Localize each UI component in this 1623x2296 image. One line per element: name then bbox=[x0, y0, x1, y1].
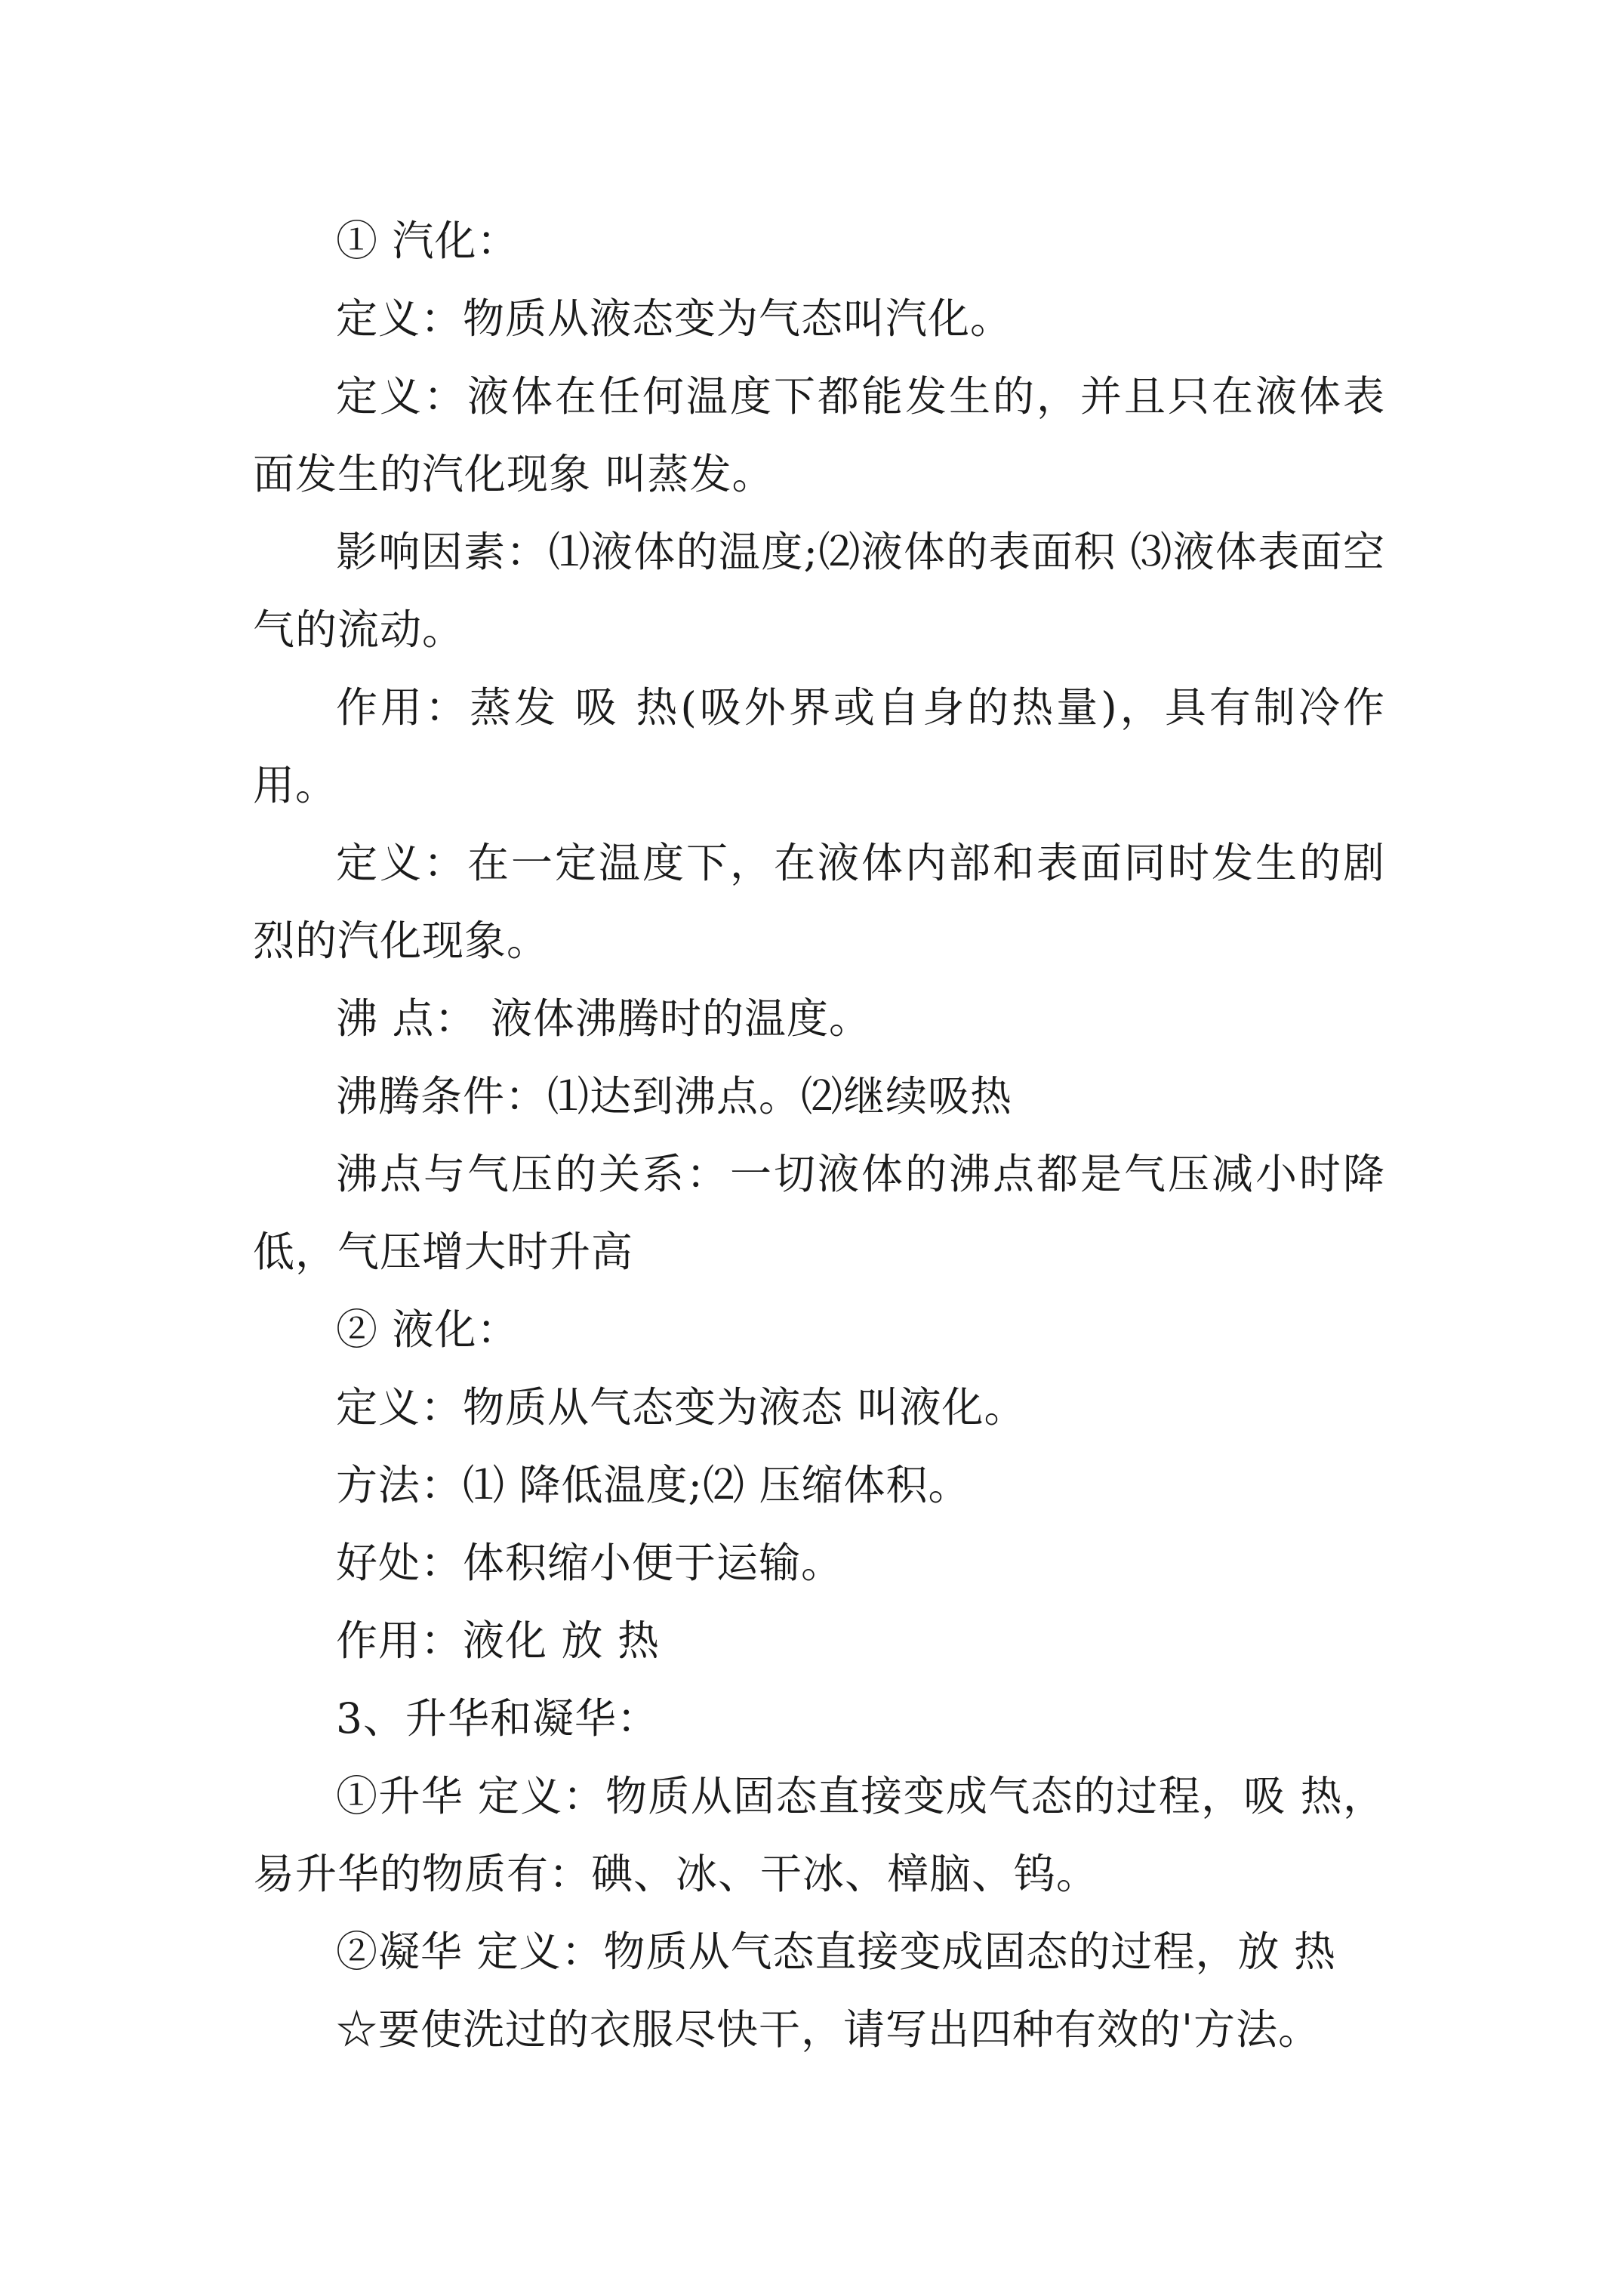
paragraph-evaporation-effect: 作用：蒸发 吸 热(吸外界或自身的热量)，具有制冷作用。 bbox=[253, 683, 1385, 809]
paragraph-liquefaction-effect: 作用：液化 放 热 bbox=[336, 1616, 660, 1665]
paragraph-sublimation: ①升华 定义：物质从固态直接变成气态的过程，吸 热，易升华的物质有：碘、冰、干冰、樟脑、钨。 bbox=[253, 1772, 1385, 1898]
paragraph-vaporization-definition: 定义：物质从液态变为气态叫汽化。 bbox=[336, 294, 1013, 343]
document-body bbox=[253, 202, 1385, 2069]
paragraph-boiling-point: 沸 点： 液体沸腾时的温度。 bbox=[336, 994, 871, 1043]
paragraph-question: ☆要使洗过的衣服尽快干，请写出四种有效的'方法。 bbox=[336, 2005, 1321, 2054]
paragraph-boiling-pressure: 沸点与气压的关系：一切液体的沸点都是气压减小时降低，气压增大时升高 bbox=[253, 1150, 1385, 1276]
paragraph-evaporation-definition: 定义：液体在任何温度下都能发生的，并且只在液体表面发生的汽化现象 叫蒸发。 bbox=[253, 372, 1385, 498]
paragraph-liquefaction-methods: 方法：⑴ 降低温度;⑵ 压缩体积。 bbox=[336, 1461, 971, 1509]
paragraph-liquefaction-definition: 定义：物质从气态变为液态 叫液化。 bbox=[336, 1383, 1027, 1432]
heading-liquefaction: ② 液化： bbox=[336, 1305, 519, 1354]
paragraph-deposition: ②凝华 定义：物质从气态直接变成固态的过程，放 热 bbox=[336, 1928, 1336, 1976]
paragraph-boiling-conditions: 沸腾条件：⑴达到沸点。⑵继续吸热 bbox=[336, 1072, 1013, 1120]
paragraph-liquefaction-benefit: 好处：体积缩小便于运输。 bbox=[336, 1539, 844, 1587]
paragraph-evaporation-factors: 影响因素：⑴液体的温度;⑵液体的表面积 ⑶液体表面空气的流动。 bbox=[253, 528, 1385, 654]
paragraph-boiling-definition: 定义：在一定温度下，在液体内部和表面同时发生的剧烈的汽化现象。 bbox=[253, 839, 1385, 965]
heading-vaporization: ① 汽化： bbox=[336, 217, 519, 265]
heading-sublimation-deposition: 3、升华和凝华： bbox=[336, 1694, 659, 1743]
